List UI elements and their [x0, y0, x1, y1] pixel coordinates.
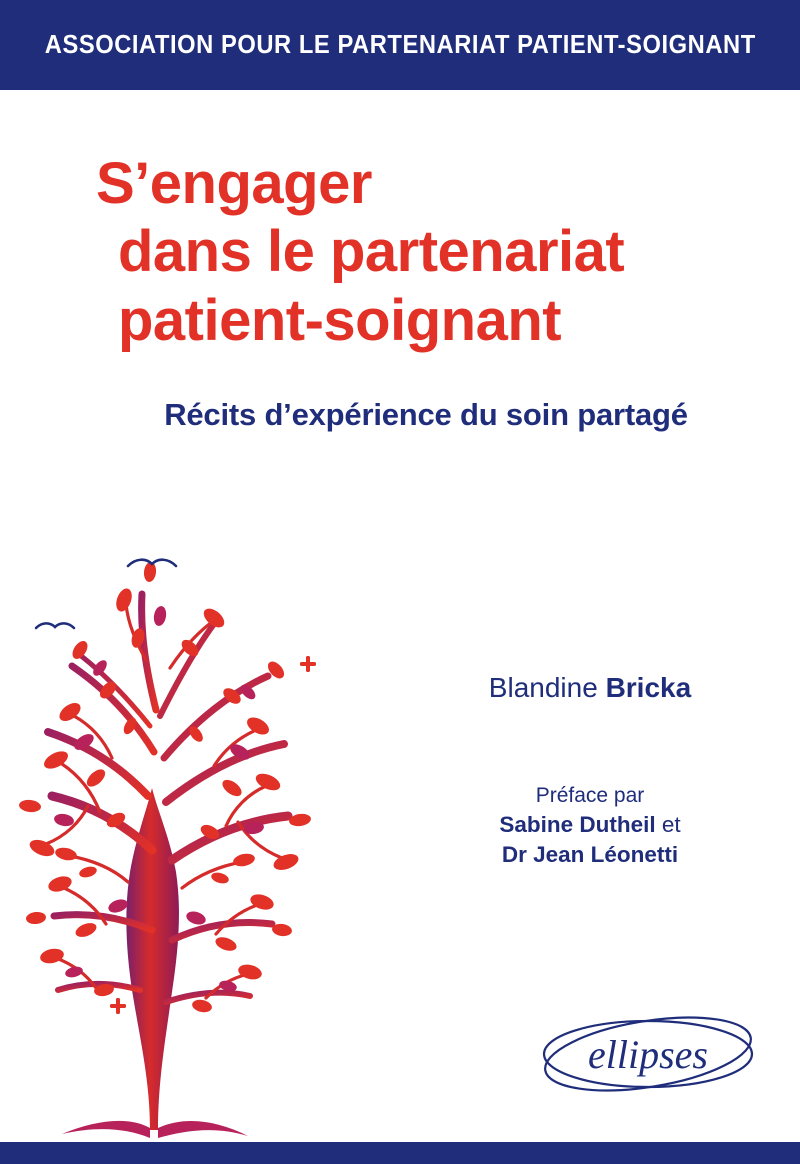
subtitle: Récits d’expérience du soin partagé [164, 397, 688, 433]
title-line-3: patient-soignant [118, 287, 562, 353]
publisher-name: ellipses [588, 1032, 708, 1077]
association-banner [0, 0, 800, 90]
title-line-2: dans le partenariat [118, 219, 625, 285]
author-first-name: Blandine [488, 672, 598, 703]
publisher-logo [536, 1006, 760, 1102]
title-line-1: S’engager [96, 151, 372, 216]
author-last-name: Bricka [605, 672, 692, 703]
preface-label: Préface par [535, 784, 645, 807]
tree-illustration [0, 520, 420, 1142]
preface-author-1: Sabine Dutheil [499, 812, 656, 838]
association-name: ASSOCIATION POUR LE PARTENARIAT PATIENT-SOIGNANT [44, 30, 756, 59]
bottom-bar [0, 1142, 800, 1164]
preface-author-2: Dr Jean Léonetti [501, 842, 679, 868]
author-name [420, 672, 760, 704]
preface-conjunction: et [655, 812, 681, 838]
title-block [96, 150, 756, 433]
preface-author-1-line [420, 810, 760, 840]
preface-credits [420, 782, 760, 870]
